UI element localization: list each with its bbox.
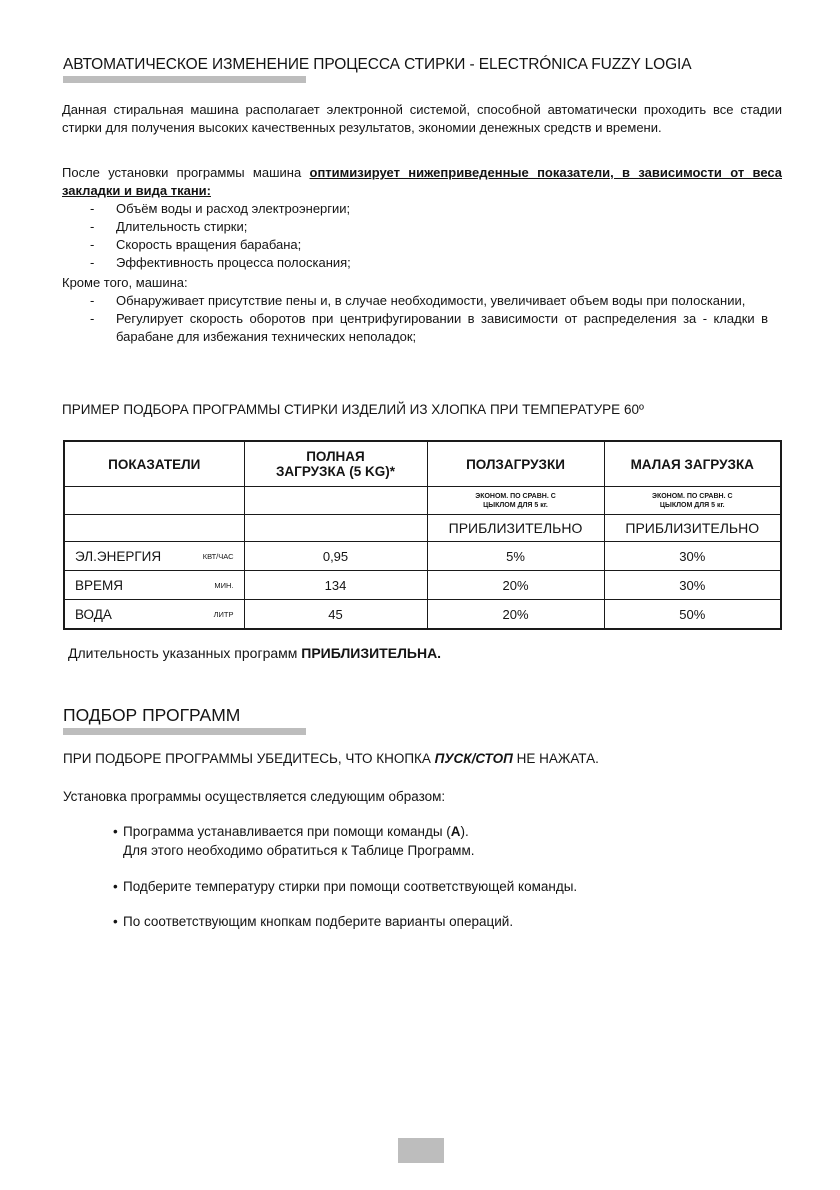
table-title: ПРИМЕР ПОДБОРА ПРОГРАММЫ СТИРКИ ИЗДЕЛИЙ ИЗ ХЛОПКА ПРИ ТЕМПЕРАТУРЕ 60º (62, 402, 644, 417)
table-cell: 5% (427, 542, 604, 571)
title-underline-bar (63, 728, 306, 735)
table-cell: 45 (244, 600, 427, 630)
column-header: ПОЛЗАГРУЗКИ (427, 441, 604, 487)
list-item: • Программа устанавливается при помощи команды (A). Для этого необходимо обратиться к Таблице Программ. (113, 824, 475, 858)
economy-note: ЭКОНОМ. ПО СРАВН. С ЦЫКЛОМ ДЛЯ 5 кг. (604, 487, 781, 515)
column-header: ПОЛНАЯ ЗАГРУЗКА (5 KG)* (244, 441, 427, 487)
duration-note: Длительность указанных программ ПРИБЛИЗИТЕЛЬНА. (68, 645, 442, 661)
table-cell: 30% (604, 542, 781, 571)
row-label: ЭЛ.ЭНЕРГИЯ КВТ/ЧАС (64, 542, 244, 571)
page-number-box (398, 1138, 444, 1163)
optimization-paragraph (62, 164, 782, 200)
table-row (64, 542, 781, 571)
program-example-table (63, 440, 782, 630)
row-label: ВРЕМЯ МИН. (64, 571, 244, 600)
list-item: - Объём воды и расход электроэнергии; (90, 201, 351, 216)
table-cell: 30% (604, 571, 781, 600)
row-label: ВОДА ЛИТР (64, 600, 244, 630)
list-item: - Обнаруживает присутствие пены и, в случае необходимости, увеличивает объем воды при полоскании, (90, 293, 746, 308)
table-row (64, 487, 781, 515)
column-header: МАЛАЯ ЗАГРУЗКА (604, 441, 781, 487)
title-underline-bar (63, 76, 306, 83)
list-item: - Регулирует скорость оборотов при центрифугировании в зависимости от распределения за - кладки в барабане для избежания технических неполадок; (90, 311, 768, 344)
list-item: - Скорость вращения барабана; (90, 237, 302, 252)
table-cell: 20% (427, 571, 604, 600)
also-label: Кроме того, машина: (62, 275, 188, 290)
list-item: • Подберите температуру стирки при помощи соответствующей команды. (113, 879, 578, 894)
economy-note: ЭКОНОМ. ПО СРАВН. С ЦЫКЛОМ ДЛЯ 5 кг. (427, 487, 604, 515)
column-header: ПОКАЗАТЕЛИ (64, 441, 244, 487)
optimized-parameters-list (62, 200, 782, 272)
optimization-underlined-text: оптимизирует нижеприведенные показатели, в зависимости от веса закладки и вида ткани: (62, 165, 782, 198)
section-title-fuzzy-logic: АВТОМАТИЧЕСКОЕ ИЗМЕНЕНИЕ ПРОЦЕССА СТИРКИ - ELECTRÓNICA FUZZY LOGIA (63, 56, 692, 73)
approx-label: ПРИБЛИЗИТЕЛЬНО (427, 515, 604, 542)
table-cell: 50% (604, 600, 781, 630)
table-row (64, 600, 781, 630)
table-row (64, 515, 781, 542)
table-cell: 134 (244, 571, 427, 600)
approx-label: ПРИБЛИЗИТЕЛЬНО (604, 515, 781, 542)
list-item: - Эффективность процесса полоскания; (90, 255, 351, 270)
intro-paragraph: Данная стиральная машина располагает электронной системой, способной автоматически проходить все стадии стирки для получения высоких качественных результатов, экономии денежных средств и времени. (62, 102, 782, 135)
optimization-text: После установки программы машина (62, 165, 310, 180)
list-item: • По соответствующим кнопкам подберите варианты операций. (113, 914, 514, 929)
table-row (64, 571, 781, 600)
table-header-row (64, 441, 781, 487)
setup-intro: Установка программы осуществляется следующим образом: (63, 789, 446, 804)
table-cell: 20% (427, 600, 604, 630)
machine-features-list (62, 292, 782, 346)
table-cell: 0,95 (244, 542, 427, 571)
list-item: - Длительность стирки; (90, 219, 248, 234)
start-stop-warning: ПРИ ПОДБОРЕ ПРОГРАММЫ УБЕДИТЕСЬ, ЧТО КНОПКА ПУСК/СТОП НЕ НАЖАТА. (63, 751, 599, 766)
section-title-program-selection: ПОДБОР ПРОГРАММ (63, 705, 241, 725)
